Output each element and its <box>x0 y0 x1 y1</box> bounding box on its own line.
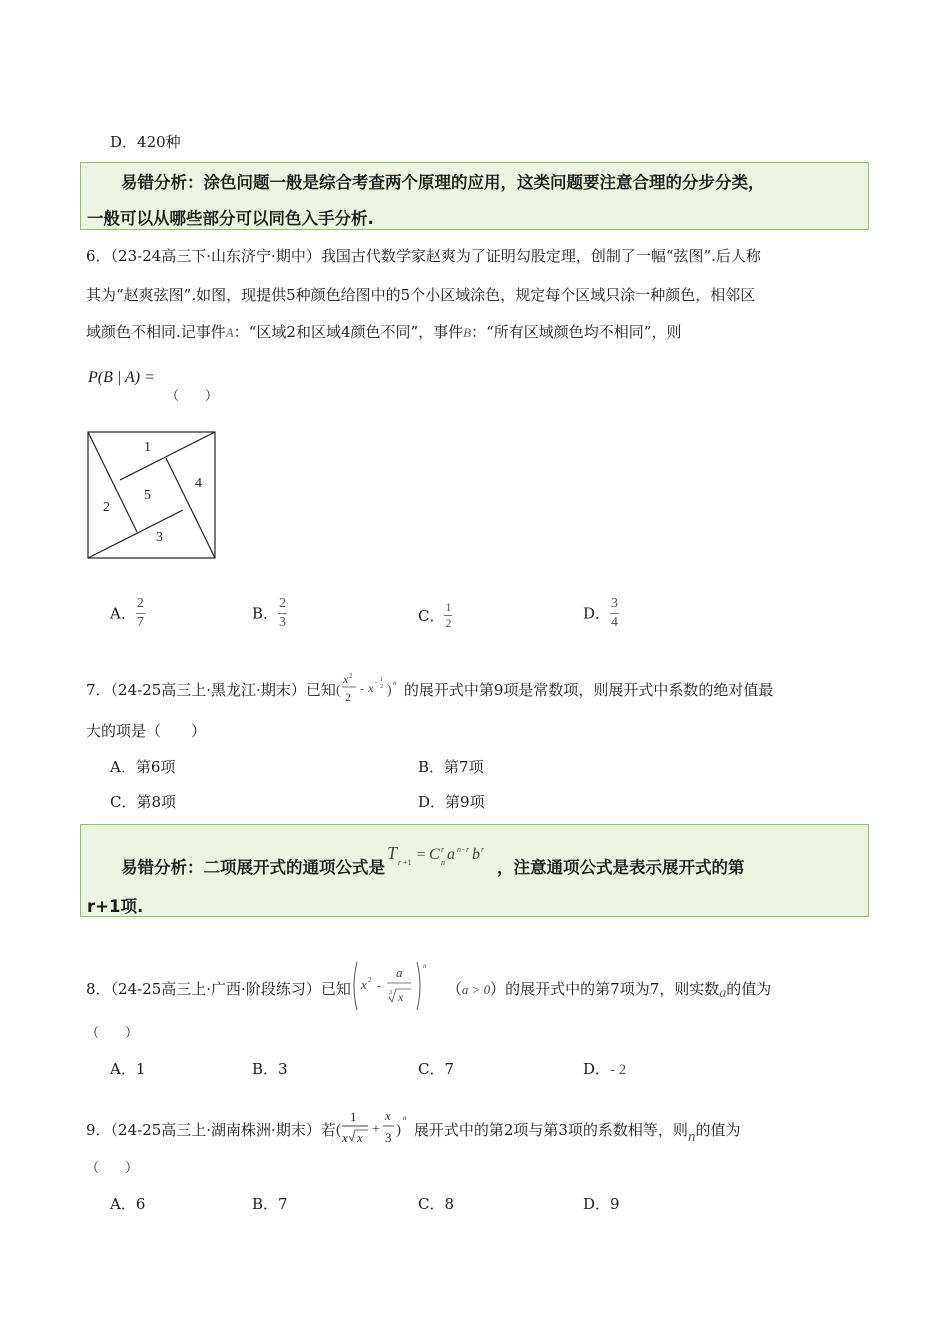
svg-text:b: b <box>472 846 480 863</box>
svg-text:C: C <box>429 846 440 863</box>
svg-text:=: = <box>417 847 426 863</box>
svg-text:x: x <box>397 990 404 1004</box>
question-number: 6． <box>86 247 111 265</box>
q6-line-3 <box>86 321 681 342</box>
question-source: （24-25高三上·湖南株洲·期末） <box>110 1121 321 1139</box>
option-text: 8 <box>444 1195 455 1213</box>
region-3-label: 3 <box>156 530 163 545</box>
svg-text:n: n <box>392 679 397 687</box>
svg-text:+: + <box>371 1122 380 1137</box>
option-label: D． <box>418 793 446 811</box>
option-text: - 2 <box>610 1062 627 1078</box>
option-label: A． <box>110 1195 136 1213</box>
svg-text:1: 1 <box>349 1109 357 1124</box>
svg-text:x: x <box>367 681 374 695</box>
option-label: C． <box>110 793 137 811</box>
variable-n: n <box>687 1129 696 1145</box>
question-text: 若 <box>320 1121 336 1139</box>
condition-wrapper: （a > 0） <box>446 980 506 998</box>
denominator: 4 <box>611 614 619 630</box>
zhao-shuang-figure <box>86 430 218 560</box>
option-label: C． <box>418 607 445 625</box>
q9-option-d <box>583 1193 620 1214</box>
svg-text:(: ( <box>335 1122 341 1138</box>
svg-text:): ) <box>395 1122 401 1138</box>
q6-line-2: 其为“赵爽弦图”.如图，现提供5种颜色给图中的5个小区域涂色，规定每个区域只涂一种颜色，相邻区 <box>86 286 756 304</box>
event-b: B <box>463 325 472 340</box>
question-text: ：“区域2和区域4颜色不同”，事件 <box>233 323 464 341</box>
option-text: 9 <box>610 1195 620 1213</box>
svg-text:T: T <box>387 843 398 863</box>
option-text: 3 <box>278 1060 288 1078</box>
fraction <box>278 595 287 631</box>
numerator: 1 <box>445 600 452 614</box>
svg-text:x: x <box>356 1130 363 1145</box>
q8-line-1 <box>86 958 771 1014</box>
tip-line-2: 一般可以从哪些部分可以同色入手分析. <box>87 209 374 228</box>
svg-text:x: x <box>342 672 349 686</box>
svg-text:3: 3 <box>384 1130 392 1145</box>
q8-option-a <box>110 1058 145 1079</box>
option-text: 1 <box>135 1060 146 1078</box>
q7-option-a <box>110 756 175 777</box>
question-source: （23-24高三下·山东济宁·期中） <box>110 247 321 265</box>
option-label: B． <box>252 1060 279 1078</box>
svg-text:n: n <box>441 858 445 867</box>
svg-text:(: ( <box>335 683 341 698</box>
answer-paren: （ ） <box>166 389 219 404</box>
region-4-label: 4 <box>195 476 202 491</box>
svg-text:x: x <box>341 1130 348 1145</box>
svg-text:-: - <box>462 845 465 854</box>
q6-option-b <box>252 595 287 631</box>
option-text: 第7项 <box>444 758 484 776</box>
q9-line-1 <box>86 1106 740 1150</box>
svg-text:+1: +1 <box>403 858 412 867</box>
tip-line-1 <box>121 843 745 878</box>
question-text: 我国古代数学家赵爽为了证明勾股定理，创制了一幅“弦图”.后人称 <box>320 247 761 265</box>
condition-a-positive: a > 0 <box>461 982 491 997</box>
question-text: ：“所有区域颜色均不相同”，则 <box>471 323 682 341</box>
svg-text:2: 2 <box>344 690 351 704</box>
answer-paren: （ ） <box>86 1161 139 1176</box>
q6-line-1 <box>86 245 761 266</box>
question-source: （24-25高三上·广西·阶段练习） <box>110 980 321 998</box>
option-text: 420种 <box>137 133 181 151</box>
option-label: D． <box>583 604 611 623</box>
tip-text: ，注意通项公式是表示展开式的第 <box>497 858 745 877</box>
tip-line-1: 易错分析：涂色问题一般是综合考查两个原理的应用，这类问题要注意合理的分步分类， <box>121 173 765 192</box>
q5-option-d <box>110 131 181 152</box>
numerator: 2 <box>278 595 287 614</box>
question-text: 已知 <box>320 980 351 998</box>
q9-option-a <box>110 1193 145 1214</box>
q7-option-d <box>418 791 485 812</box>
svg-text:2: 2 <box>367 976 372 984</box>
svg-text:-: - <box>359 683 364 695</box>
region-1-label: 1 <box>144 440 151 455</box>
question-text: 的展开式中第9项是常数项，则展开式中系数的绝对值最 <box>403 681 774 699</box>
question-source: （24-25高三上·黑龙江·期末） <box>110 681 306 699</box>
binomial-expression-q8 <box>351 958 435 1014</box>
question-text: 域颜色不相同.记事件 <box>86 323 226 341</box>
answer-paren: （ ） <box>86 1026 139 1041</box>
region-2-label: 2 <box>103 500 110 515</box>
error-analysis-box-2 <box>80 824 869 917</box>
error-analysis-box-1 <box>80 162 869 230</box>
option-label: D． <box>583 1060 611 1078</box>
numerator: 3 <box>610 595 619 614</box>
denominator: 7 <box>136 614 144 630</box>
option-label: D． <box>110 133 138 151</box>
event-a: A <box>225 325 234 340</box>
q8-option-d <box>583 1058 626 1079</box>
q6-option-a <box>110 595 145 631</box>
svg-text:): ) <box>386 683 392 698</box>
svg-text:r: r <box>481 845 485 854</box>
question-text: 的展开式中的第7项为7，则实数 <box>505 980 720 998</box>
option-text: 第6项 <box>135 758 176 776</box>
svg-text:x: x <box>384 1108 391 1123</box>
svg-text:1: 1 <box>379 677 383 683</box>
option-label: A． <box>110 758 136 776</box>
option-label: B． <box>418 758 445 776</box>
denominator: 3 <box>279 614 287 630</box>
svg-text:r: r <box>441 845 445 854</box>
q6-option-d <box>583 595 619 631</box>
question-number: 7． <box>86 681 111 699</box>
fraction <box>444 600 452 631</box>
option-text: 第8项 <box>136 793 177 811</box>
fraction <box>136 595 145 631</box>
q7-line-1 <box>86 670 773 706</box>
tip-text: 易错分析：二项展开式的通项公式是 <box>121 858 385 877</box>
svg-text:2: 2 <box>348 672 353 680</box>
svg-text:-: - <box>374 678 378 686</box>
option-label: B． <box>252 1195 279 1213</box>
denominator: 2 <box>445 616 452 630</box>
numerator: 2 <box>136 595 145 614</box>
q7-line-2: 大的项是（ ） <box>86 722 207 740</box>
option-text: 7 <box>278 1195 288 1213</box>
q8-option-c <box>418 1058 454 1079</box>
general-term-formula <box>385 843 497 877</box>
region-5-label: 5 <box>144 488 151 503</box>
svg-text:n: n <box>422 962 427 970</box>
svg-text:n: n <box>457 845 461 854</box>
svg-text:r: r <box>466 845 470 854</box>
binomial-expression-q7 <box>336 670 404 706</box>
variable-a: a <box>719 986 727 1001</box>
q7-option-b <box>418 756 484 777</box>
option-label: C． <box>418 1195 445 1213</box>
question-text: 展开式中的第2项与第3项的系数相等，则 <box>413 1121 688 1139</box>
tip-line-2: r+1项. <box>87 897 144 916</box>
q6-option-c <box>418 600 452 631</box>
svg-text:r: r <box>398 858 402 867</box>
option-label: B． <box>252 604 279 623</box>
svg-text:a: a <box>395 965 403 980</box>
question-text: 的值为 <box>726 980 772 998</box>
question-text: 的值为 <box>695 1121 741 1139</box>
option-text: 6 <box>135 1195 146 1213</box>
svg-text:3: 3 <box>388 990 392 996</box>
q9-option-b <box>252 1193 288 1214</box>
question-number: 9． <box>86 1121 111 1139</box>
option-text: 第9项 <box>445 793 485 811</box>
option-label: A． <box>110 604 136 623</box>
svg-text:a: a <box>447 846 455 863</box>
question-number: 8． <box>86 980 111 998</box>
question-text: 已知 <box>305 681 336 699</box>
option-text: 7 <box>444 1060 455 1078</box>
q9-option-c <box>418 1193 454 1214</box>
conditional-probability-formula: P(B | A) = <box>88 369 155 386</box>
binomial-expression-q9 <box>336 1106 414 1150</box>
svg-text:-: - <box>376 980 381 992</box>
option-label: D． <box>583 1195 611 1213</box>
svg-text:x: x <box>360 977 367 992</box>
svg-text:2: 2 <box>379 684 383 690</box>
q7-option-c <box>110 791 176 812</box>
fraction <box>610 595 619 631</box>
q8-option-b <box>252 1058 288 1079</box>
svg-text:n: n <box>402 1114 407 1122</box>
option-label: A． <box>110 1060 136 1078</box>
option-label: C． <box>418 1060 445 1078</box>
